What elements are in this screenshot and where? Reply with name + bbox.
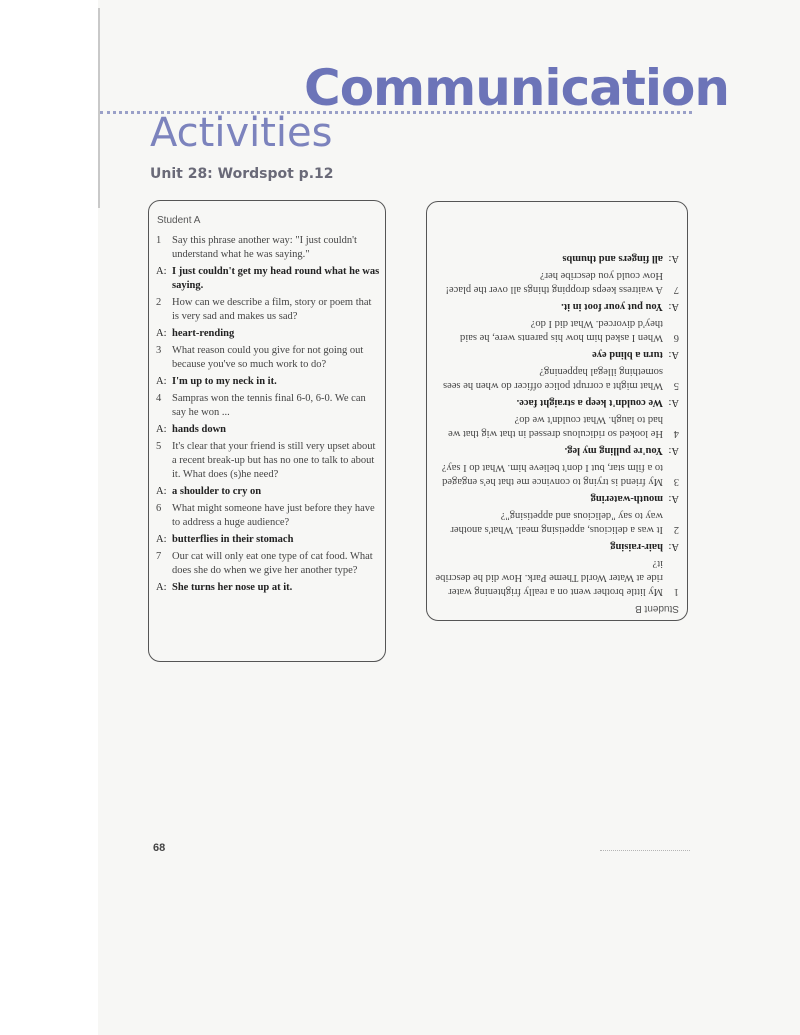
question-text: It was a delicious, appetising meal. What's another way to say "delicious and appetising"? bbox=[450, 510, 663, 535]
answer-row bbox=[156, 327, 381, 341]
answer-row bbox=[433, 443, 679, 457]
question-number: 6 bbox=[673, 332, 679, 343]
answer-row bbox=[433, 299, 679, 313]
question-number: 4 bbox=[156, 393, 162, 404]
question-item bbox=[156, 440, 381, 499]
scan-edge-line bbox=[98, 8, 100, 208]
question-number: 1 bbox=[673, 586, 679, 597]
answer-text: mouth-watering bbox=[590, 493, 663, 504]
question-item bbox=[433, 443, 679, 488]
footer-mark bbox=[600, 850, 690, 851]
answer-label: A: bbox=[668, 445, 679, 456]
question-item bbox=[156, 392, 381, 437]
title-communication: Communication bbox=[304, 59, 729, 117]
answer-text: hair-raising bbox=[610, 541, 663, 552]
answer-row bbox=[156, 423, 381, 437]
question-text: It's clear that your friend is still very upset about a recent break-up but has no one to talk to about it. What does (s)he need? bbox=[172, 441, 376, 480]
answer-label: A: bbox=[668, 397, 679, 408]
question-text: What reason could you give for not going out because you've so much work to do? bbox=[172, 345, 364, 370]
question-item bbox=[433, 395, 679, 440]
question-number: 7 bbox=[156, 551, 162, 562]
question-row bbox=[433, 316, 679, 344]
question-row bbox=[433, 268, 679, 296]
question-text: Sampras won the tennis final 6-0, 6-0. We can say he won ... bbox=[172, 393, 366, 418]
question-text: When I asked him how his parents were, he said they'd divorced. What did I do? bbox=[460, 318, 663, 343]
student-a-card bbox=[148, 200, 386, 662]
answer-label: A: bbox=[668, 493, 679, 504]
student-b-upside-down bbox=[427, 202, 687, 620]
answer-text: a shoulder to cry on bbox=[172, 486, 262, 497]
student-b-label: Student B bbox=[635, 603, 679, 614]
answer-text: She turns her nose up at it. bbox=[172, 582, 293, 593]
question-row bbox=[433, 556, 679, 598]
answer-label: A: bbox=[156, 424, 167, 435]
answer-row bbox=[156, 533, 381, 547]
question-row bbox=[156, 234, 381, 262]
question-row bbox=[433, 412, 679, 440]
question-item bbox=[156, 296, 381, 341]
question-text: My friend is trying to convince me that he's engaged to a film star, but I don't believe him. What do I say? bbox=[441, 462, 663, 487]
question-row bbox=[433, 460, 679, 488]
question-text: Say this phrase another way: "I just couldn't understand what he was saying." bbox=[172, 235, 357, 260]
answer-text: heart-rending bbox=[172, 328, 235, 339]
answer-row bbox=[433, 491, 679, 505]
answer-label: A: bbox=[668, 541, 679, 552]
answer-row bbox=[433, 395, 679, 409]
answer-label: A: bbox=[156, 534, 167, 545]
question-text: My little brother went on a really frightening water ride at Water World Theme Park. How did he describe it? bbox=[435, 558, 663, 597]
question-number: 3 bbox=[673, 476, 679, 487]
answer-text: We couldn't keep a straight face. bbox=[516, 397, 663, 408]
answer-label: A: bbox=[156, 376, 167, 387]
unit-heading: Unit 28: Wordspot p.12 bbox=[150, 166, 334, 182]
answer-row bbox=[433, 251, 679, 265]
answer-row bbox=[433, 347, 679, 361]
student-b-list bbox=[433, 248, 679, 598]
page-number: 68 bbox=[153, 842, 166, 854]
question-text: He looked so ridiculous dressed in that wig that we had to laugh. What couldn't we do? bbox=[448, 414, 663, 439]
question-row bbox=[156, 296, 381, 324]
title-activities: Activities bbox=[150, 110, 333, 156]
answer-label: A: bbox=[668, 301, 679, 312]
answer-text: You put your foot in it. bbox=[561, 301, 663, 312]
question-number: 5 bbox=[673, 380, 679, 391]
question-item bbox=[433, 539, 679, 598]
student-a-label: Student A bbox=[157, 215, 201, 226]
question-item bbox=[156, 550, 381, 595]
answer-row bbox=[156, 375, 381, 389]
question-row bbox=[156, 392, 381, 420]
answer-label: A: bbox=[156, 582, 167, 593]
answer-row bbox=[156, 265, 381, 293]
question-text: What might someone have just before they have to address a huge audience? bbox=[172, 503, 375, 528]
question-number: 1 bbox=[156, 235, 162, 246]
answer-text: turn a blind eye bbox=[592, 349, 663, 360]
answer-row bbox=[433, 539, 679, 553]
question-item bbox=[433, 299, 679, 344]
question-row bbox=[433, 364, 679, 392]
question-row bbox=[156, 440, 381, 482]
question-text: How can we describe a film, story or poem that is very sad and makes us sad? bbox=[172, 297, 372, 322]
question-row bbox=[156, 550, 381, 578]
question-item bbox=[156, 234, 381, 293]
question-number: 5 bbox=[156, 441, 162, 452]
answer-row bbox=[156, 485, 381, 499]
question-item bbox=[433, 347, 679, 392]
question-text: Our cat will only eat one type of cat food. What does she do when we give her another type? bbox=[172, 551, 373, 576]
question-row bbox=[156, 344, 381, 372]
question-row bbox=[433, 508, 679, 536]
answer-row bbox=[156, 581, 381, 595]
student-a-list bbox=[156, 234, 381, 598]
answer-text: all fingers and thumbs bbox=[562, 253, 663, 264]
answer-label: A: bbox=[156, 328, 167, 339]
answer-text: I just couldn't get my head round what he was saying. bbox=[172, 266, 380, 291]
answer-text: hands down bbox=[172, 424, 226, 435]
question-item bbox=[156, 344, 381, 389]
answer-label: A: bbox=[668, 253, 679, 264]
question-item bbox=[433, 251, 679, 296]
question-number: 6 bbox=[156, 503, 162, 514]
question-text: What might a corrupt police officer do when he sees something illegal happening? bbox=[443, 366, 663, 391]
answer-text: You're pulling my leg. bbox=[564, 445, 663, 456]
answer-text: I'm up to my neck in it. bbox=[172, 376, 277, 387]
question-text: A waitress keeps dropping things all over the place! How could you describe her? bbox=[445, 270, 663, 295]
answer-label: A: bbox=[668, 349, 679, 360]
question-number: 4 bbox=[673, 428, 679, 439]
question-number: 3 bbox=[156, 345, 162, 356]
answer-text: butterflies in their stomach bbox=[172, 534, 294, 545]
question-number: 2 bbox=[156, 297, 162, 308]
question-number: 2 bbox=[673, 524, 679, 535]
question-row bbox=[156, 502, 381, 530]
answer-label: A: bbox=[156, 266, 167, 277]
question-item bbox=[433, 491, 679, 536]
question-item bbox=[156, 502, 381, 547]
student-b-card bbox=[426, 201, 688, 621]
answer-label: A: bbox=[156, 486, 167, 497]
question-number: 7 bbox=[673, 284, 679, 295]
